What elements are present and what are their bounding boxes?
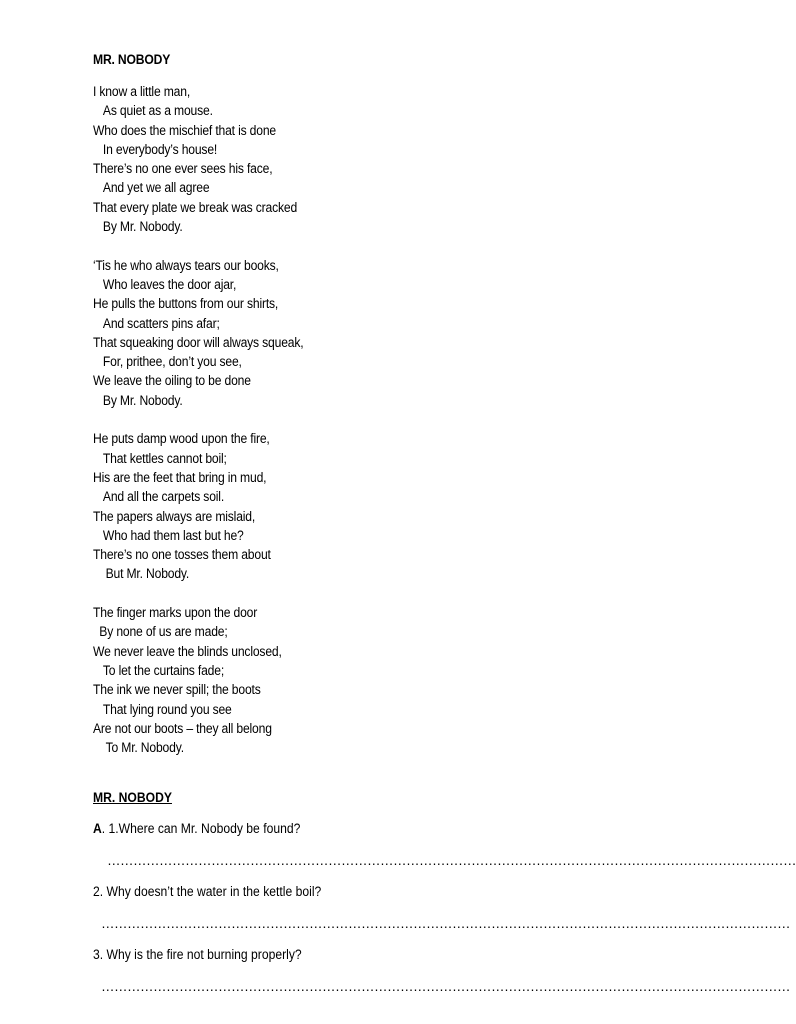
poem-line: There’s no one ever sees his face, [93,161,273,177]
answer-line-1[interactable]: …………………………………………………………………………………………………………………………………………… [107,853,796,868]
poem-line: His are the feet that bring in mud, [93,469,267,485]
answer-line-2[interactable]: …………………………………………………………………………………………………………………………………………… [101,916,790,931]
stanza-4 [93,603,633,757]
poem-line: He puts damp wood upon the fire, [93,431,270,447]
poem-line: We leave the oiling to be done [93,373,251,389]
question-text: 2. Why doesn’t the water in the kettle boil? [93,884,322,899]
poem-line: But Mr. Nobody. [105,566,190,582]
stanza-2 [93,256,633,410]
poem-line: By Mr. Nobody. [102,392,183,408]
poem-line: The ink we never spill; the boots [93,682,261,698]
poem-line: And yet we all agree [102,180,210,196]
question-3 [93,945,302,964]
question-text: 1.Where can Mr. Nobody be found? [108,821,301,836]
worksheet-title: MR. NOBODY [93,790,172,805]
poem-line: He pulls the buttons from our shirts, [93,296,279,312]
poem-line: For, prithee, don’t you see, [102,354,242,370]
poem-line: That squeaking door will always squeak, [93,334,304,350]
poem-line: And scatters pins afar; [102,315,220,331]
question-text: 3. Why is the fire not burning properly? [93,947,302,962]
poem-line: That kettles cannot boil; [102,450,227,466]
poem-line: That lying round you see [102,701,232,717]
poem-line: And all the carpets soil. [102,489,225,505]
stanza-1 [93,82,633,236]
poem-line: Who does the mischief that is done [93,122,276,138]
poem-line: By none of us are made; [99,624,228,640]
stanza-3 [93,429,633,583]
poem-title: MR. NOBODY [93,52,171,67]
poem-line: To Mr. Nobody. [105,740,184,756]
poem-line: The papers always are mislaid, [93,508,256,524]
poem-line: In everybody’s house! [102,141,218,157]
poem-line: We never leave the blinds unclosed, [93,643,282,659]
section-letter: A [93,821,102,836]
poem-line: Who had them last but he? [102,527,244,543]
poem [93,50,633,777]
poem-line: Who leaves the door ajar, [102,276,237,292]
poem-line: The finger marks upon the door [93,605,258,621]
answer-line-3[interactable]: …………………………………………………………………………………………………………………………………………… [101,979,790,994]
question-2 [93,882,321,901]
poem-line: ‘Tis he who always tears our books, [93,257,279,273]
poem-line: That every plate we break was cracked [93,199,298,215]
poem-line: There’s no one tosses them about [93,547,271,563]
poem-line: By Mr. Nobody. [102,219,183,235]
poem-line: To let the curtains fade; [102,662,225,678]
question-1: A. 1.Where can Mr. Nobody be found? [93,821,301,836]
poem-line: As quiet as a mouse. [102,103,213,119]
poem-line: I know a little man, [93,84,191,99]
poem-line: Are not our boots – they all belong [93,720,272,736]
